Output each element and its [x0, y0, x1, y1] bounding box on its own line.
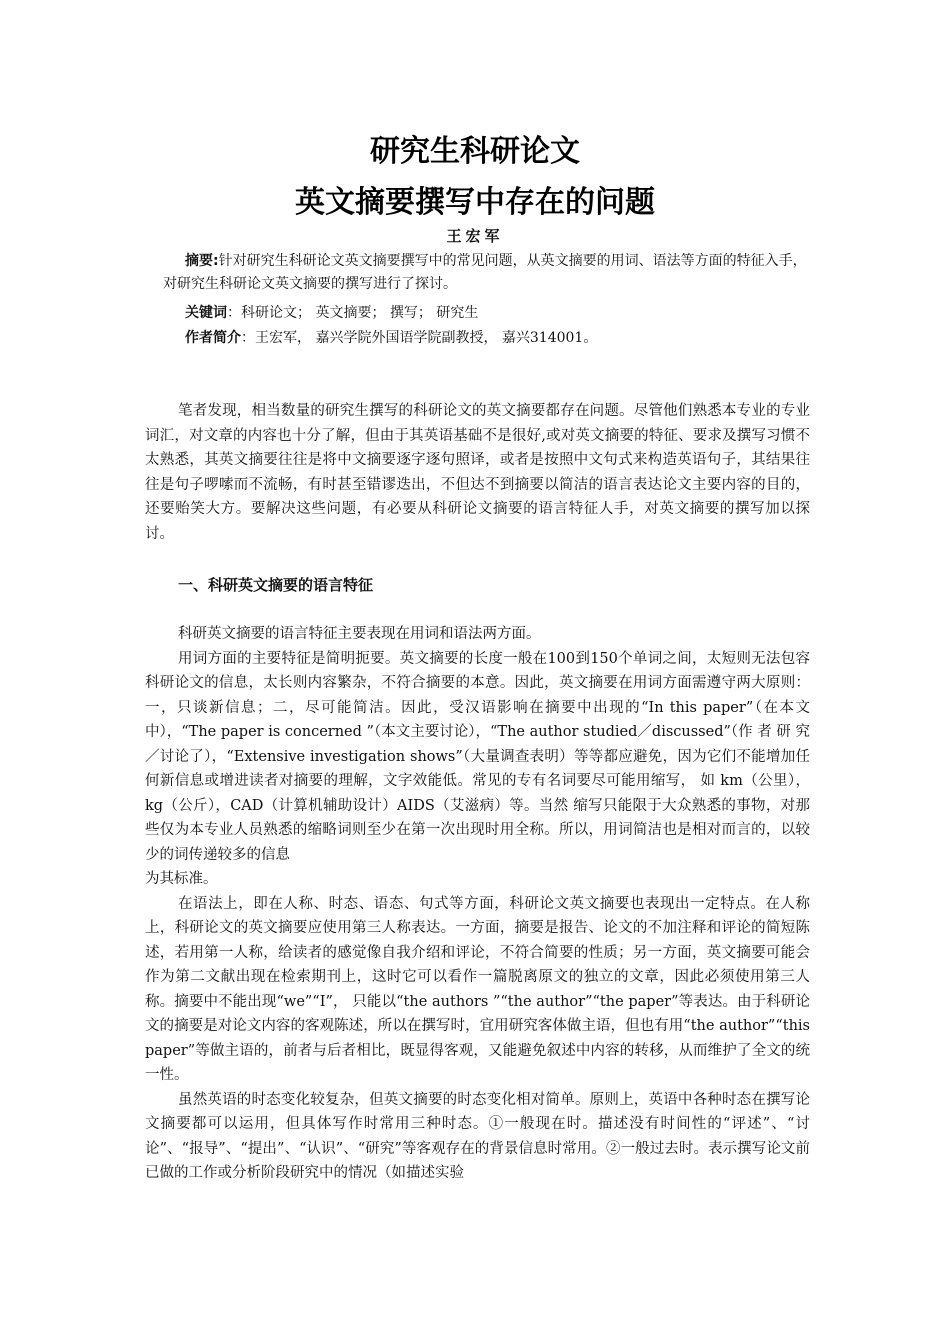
section-heading: 一、科研英文摘要的语言特征 [178, 576, 374, 594]
author-bio-block [163, 327, 835, 350]
section-paragraph: 为其标准。 [145, 871, 218, 887]
section-paragraph: 虽然英语的时态变化较复杂，但英文摘要的时态变化相对简单。原则上，英语中各种时态在撰写论文摘要都可以运用，但具体写作时常用三种时态。①一般现在时。描述没有时间性的“评述”、“讨论”、“报导”、“提出”、“认识”、“研究”等客观存在的背景信息时常用。②一般过去时。表示撰写论文前已做的工作或分析阶段研究中的情况（如描述实验 [145, 1091, 810, 1181]
keywords-block [163, 302, 835, 325]
bio-label: 作者简介 [185, 330, 241, 346]
abstract-label: 摘要: [185, 253, 219, 269]
keywords-label: 关键词 [185, 305, 227, 321]
intro-section [145, 399, 810, 546]
abstract-text: 针对研究生科研论文英文摘要撰写中的常见问题，从英文摘要的用词、语法等方面的特征入手，对研究生科研论文英文摘要的撰写进行了探讨。 [163, 253, 807, 292]
bio-text: ：王宏军， 嘉兴学院外国语学院副教授， 嘉兴314001。 [241, 330, 598, 346]
section-paragraph: 用词方面的主要特征是简明扼要。英文摘要的长度一般在100到150个单词之间，太短则无法包容科研论文的信息，太长则内容繁杂，不符合摘要的本意。因此，英文摘要在用词方面需遵守两大原则：一，只谈新信息；二，尽可能简洁。因此，受汉语影响在摘要中出现的“In this paper”（在本文中），“The paper is concerned ”（本文主要讨论），“The author studied／discussed”（作 者 研 究／讨论了），“Extensive investigation shows”（大量调查表明）等等都应避免，因为它们不能增加任何新信息或增进读者对摘要的理解，文字效能低。常见的专有名词要尽可能用缩写， 如 km（公里），kg（公斤），CAD（计算机辅助设计）AIDS（艾滋病）等。当然 缩写只能限于大众熟悉的事物，对那些仅为本专业人员熟悉的缩略词则至少在第一次出现时用全称。所以，用词简洁也是相对而言的，以较少的词传递较多的信息 [145, 650, 810, 863]
keywords-text: ：科研论文； 英文摘要； 撰写； 研究生 [227, 305, 479, 321]
abstract-block [163, 250, 813, 296]
section-body [145, 622, 810, 1186]
author-name: 王宏军 [446, 227, 504, 245]
title-line-2: 英文摘要撰写中存在的问题 [295, 185, 655, 220]
title-line-1: 研究生科研论文 [370, 134, 580, 169]
section-paragraph: 科研英文摘要的语言特征主要表现在用词和语法两方面。 [178, 626, 541, 642]
intro-paragraph: 笔者发现，相当数量的研究生撰写的科研论文的英文摘要都存在问题。尽管他们熟悉本专业的专业词汇，对文章的内容也十分了解，但由于其英语基础不是很好,或对英文摘要的特征、要求及撰写习惯不太熟悉，其英文摘要往往是将中文摘要逐字逐句照译，或者是按照中文句式来构造英语句子，其结果往往是句子啰嗦而不流畅，有时甚至错谬迭出，不但达不到摘要以简洁的语言表达论文主要内容的目的，还要贻笑大方。要解决这些问题，有必要从科研论文摘要的语言特征人手，对英文摘要的撰写加以探讨。 [145, 403, 810, 542]
section-paragraph: 在语法上，即在人称、时态、语态、句式等方面，科研论文英文摘要也表现出一定特点。在人称上，科研论文的英文摘要应使用第三人称表达。一方面，摘要是报告、论文的不加注释和评论的简短陈述，若用第一人称，给读者的感觉像自我介绍和评论，不符合简要的性质；另一方面，英文摘要可能会作为第二文献出现在检索期刊上，这时它可以看作一篇脱离原文的独立的文章，因此必须使用第三人称。摘要中不能出现“we”“I”， 只能以“the authors ”“the author”“the paper”等表达。由于科研论文的摘要是对论文内容的客观陈述，所以在撰写时，宜用研究客体做主语，但也有用“the author”“this paper”等做主语的，前者与后者相比，既显得客观，又能避免叙述中内容的转移，从而维护了全文的统一性。 [145, 895, 810, 1083]
